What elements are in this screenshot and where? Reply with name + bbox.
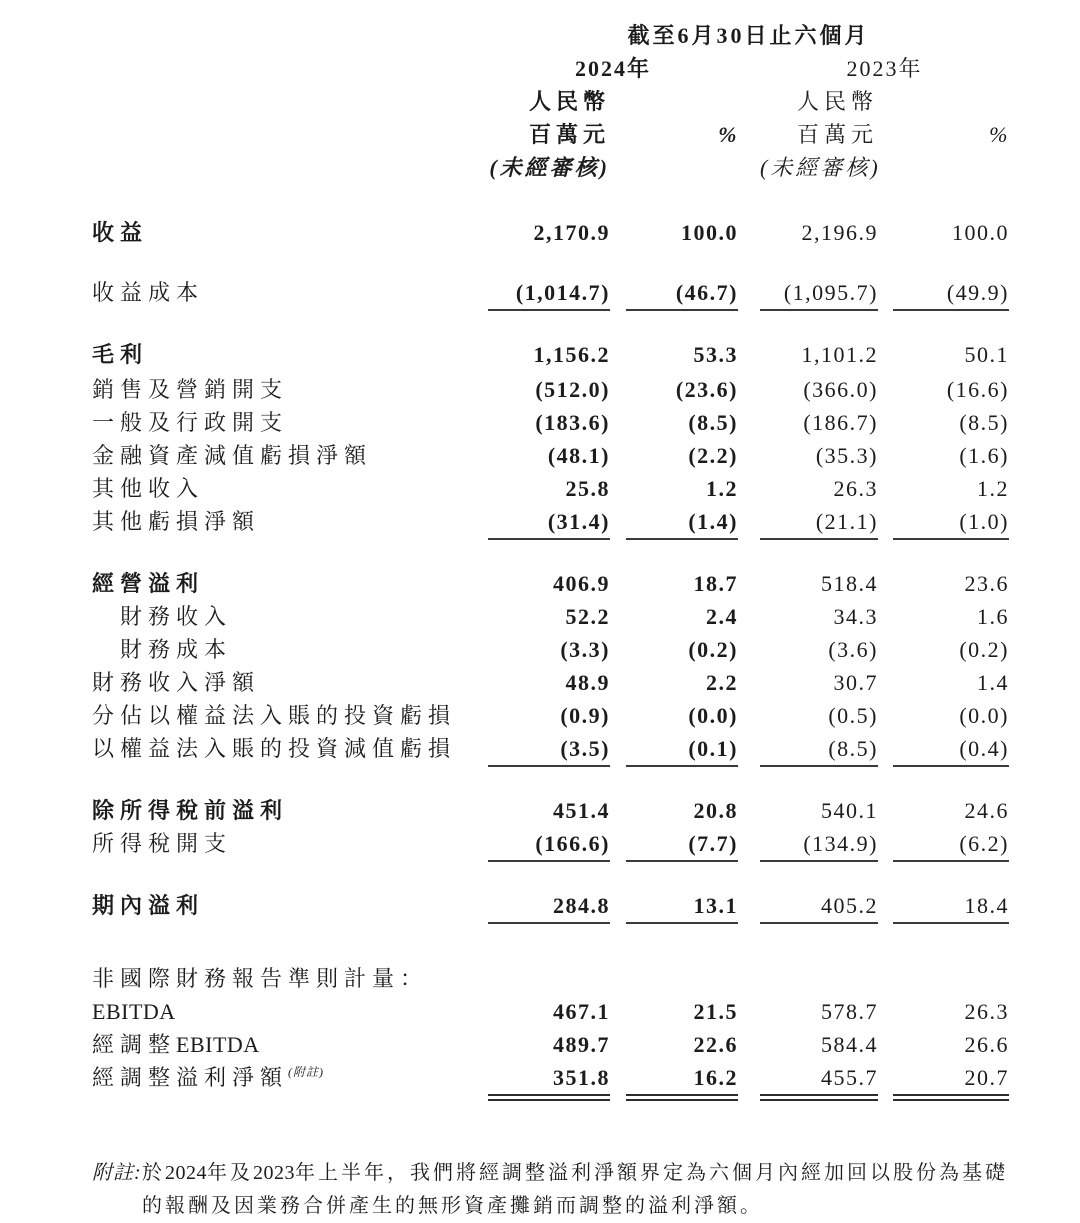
row-label: 經營溢利 — [92, 571, 205, 596]
value-2023: 30.7 — [833, 670, 878, 695]
pct-2024: 13.1 — [626, 889, 738, 924]
table-row — [92, 633, 1009, 666]
pct-2023: 26.3 — [964, 999, 1009, 1024]
row-label: 除所得稅前溢利 — [92, 798, 289, 823]
value-2023: (35.3) — [815, 443, 878, 468]
value-2023: (186.7) — [803, 410, 878, 435]
table-row — [92, 732, 1009, 767]
table-row — [92, 373, 1009, 406]
pct-2023: 26.6 — [964, 1032, 1009, 1057]
value-2023: (366.0) — [803, 377, 878, 402]
value-2024: 489.7 — [553, 1032, 610, 1057]
value-2023: (8.5) — [760, 732, 878, 767]
pct-2024: (2.2) — [688, 443, 738, 468]
value-2024: 48.9 — [565, 670, 610, 695]
row-label: 收益 — [92, 220, 149, 245]
pct-2024: 22.6 — [693, 1032, 738, 1057]
row-label: 毛利 — [92, 342, 149, 367]
pct-2024: 100.0 — [681, 220, 738, 245]
value-2024: (1,014.7) — [488, 276, 610, 311]
pct-2024: 21.5 — [693, 999, 738, 1024]
pct-2023: (16.6) — [946, 377, 1009, 402]
value-2024: (3.3) — [560, 637, 610, 662]
pct-2023: (6.2) — [893, 827, 1009, 862]
table-row — [92, 666, 1009, 699]
row-label: 分佔以權益法入賬的投資虧損 — [92, 703, 457, 728]
pct-2024-label: % — [718, 122, 738, 147]
value-2023: (1,095.7) — [760, 276, 878, 311]
table-row — [92, 794, 1009, 827]
header-audit-row — [92, 151, 1009, 184]
value-2024: 284.8 — [488, 889, 610, 924]
value-2024: (3.5) — [488, 732, 610, 767]
table-row — [92, 699, 1009, 732]
pct-2024: (8.5) — [688, 410, 738, 435]
value-2024: (183.6) — [535, 410, 610, 435]
value-2023: 34.3 — [833, 604, 878, 629]
financial-table — [92, 216, 1009, 1101]
currency-2024-label: 人民幣 — [528, 89, 610, 114]
row-label: 一般及行政開支 — [92, 410, 289, 435]
pct-2023: 23.6 — [964, 571, 1009, 596]
row-label: 經調整溢利淨額$^{(附註)}$ — [92, 1065, 325, 1090]
row-label: 金融資產減值虧損淨額 — [92, 443, 373, 468]
header-year-row — [92, 52, 1009, 85]
pct-2023: (1.6) — [959, 443, 1009, 468]
value-2024: 1,156.2 — [533, 342, 610, 367]
footnote-marker: (附註) — [288, 1065, 325, 1079]
pct-2023: 24.6 — [964, 798, 1009, 823]
value-2023: 405.2 — [760, 889, 878, 924]
pct-2023: 1.2 — [977, 476, 1009, 501]
value-2024: 351.8 — [488, 1061, 610, 1101]
year-2024-label: 2024年 — [574, 56, 651, 81]
pct-2023: (8.5) — [959, 410, 1009, 435]
table-row — [92, 962, 1009, 995]
unaudited-2023-label: (未經審核) — [760, 155, 881, 180]
table-row — [92, 406, 1009, 439]
value-2023: 1,101.2 — [801, 342, 878, 367]
footnote-line: 的報酬及因業務合併產生的無形資產攤銷而調整的溢利淨額。 — [142, 1195, 763, 1217]
row-label: 收益成本 — [92, 280, 205, 305]
row-label: 財務收入淨額 — [92, 670, 261, 695]
pct-2024: (23.6) — [675, 377, 738, 402]
table-row — [92, 600, 1009, 633]
header-unit-row — [92, 118, 1009, 151]
value-2024: 52.2 — [565, 604, 610, 629]
row-label: 經調整EBITDA — [92, 1032, 260, 1057]
pct-2024: (0.0) — [688, 703, 738, 728]
pct-2024: 20.8 — [693, 798, 738, 823]
table-row — [92, 1028, 1009, 1061]
row-label: 期內溢利 — [92, 893, 205, 918]
row-label: 財務成本 — [120, 637, 233, 662]
row-label: 非國際財務報告準則計量： — [92, 966, 429, 991]
pct-2024: 16.2 — [626, 1061, 738, 1101]
pct-2023: (0.4) — [893, 732, 1009, 767]
value-2023: 518.4 — [821, 571, 878, 596]
value-2024: 467.1 — [553, 999, 610, 1024]
value-2024: 451.4 — [553, 798, 610, 823]
value-2024: 25.8 — [565, 476, 610, 501]
pct-2023-label: % — [989, 122, 1009, 147]
table-row — [92, 889, 1009, 924]
value-2024: (512.0) — [535, 377, 610, 402]
period-title: 截至6月30日止六個月 — [627, 23, 870, 48]
value-2024: 2,170.9 — [533, 220, 610, 245]
value-2023: (0.5) — [828, 703, 878, 728]
table-row — [92, 338, 1009, 371]
pct-2023: 1.6 — [977, 604, 1009, 629]
value-2023: 455.7 — [760, 1061, 878, 1101]
value-2023: (21.1) — [760, 505, 878, 540]
footnote-text — [142, 1157, 1009, 1223]
row-label: EBITDA — [92, 999, 176, 1024]
pct-2023: 1.4 — [977, 670, 1009, 695]
row-label: 以權益法入賬的投資減值虧損 — [92, 736, 457, 761]
pct-2023: 50.1 — [964, 342, 1009, 367]
pct-2023: (0.2) — [959, 637, 1009, 662]
table-row — [92, 439, 1009, 472]
value-2023: 578.7 — [821, 999, 878, 1024]
pct-2023: 18.4 — [893, 889, 1009, 924]
row-label: 所得稅開支 — [92, 831, 233, 856]
pct-2023: 20.7 — [893, 1061, 1009, 1101]
pct-2024: (1.4) — [626, 505, 738, 540]
table-row — [92, 1061, 1009, 1101]
unit-2024-label: 百萬元 — [528, 122, 610, 147]
value-2024: (31.4) — [488, 505, 610, 540]
table-row — [92, 505, 1009, 540]
value-2023: 2,196.9 — [801, 220, 878, 245]
pct-2024: 53.3 — [693, 342, 738, 367]
table-row — [92, 567, 1009, 600]
value-2024: (0.9) — [560, 703, 610, 728]
pct-2024: (0.2) — [688, 637, 738, 662]
row-label: 財務收入 — [120, 604, 233, 629]
row-label: 其他虧損淨額 — [92, 509, 261, 534]
pct-2024: 1.2 — [706, 476, 738, 501]
row-label: 銷售及營銷開支 — [92, 377, 289, 402]
table-header — [92, 19, 1009, 184]
header-period-row — [92, 19, 1009, 52]
year-2023-label: 2023年 — [846, 56, 923, 81]
pct-2024: (7.7) — [626, 827, 738, 862]
table-row — [92, 995, 1009, 1028]
pct-2024: 2.4 — [706, 604, 738, 629]
value-2023: 26.3 — [833, 476, 878, 501]
pct-2023: 100.0 — [952, 220, 1009, 245]
table-row — [92, 827, 1009, 862]
table-row — [92, 276, 1009, 311]
table-row — [92, 472, 1009, 505]
value-2024: (48.1) — [547, 443, 610, 468]
value-2023: (134.9) — [760, 827, 878, 862]
table-row — [92, 216, 1009, 249]
value-2024: (166.6) — [488, 827, 610, 862]
unaudited-2024-label: (未經審核) — [489, 155, 610, 180]
pct-2023: (1.0) — [893, 505, 1009, 540]
pct-2023: (0.0) — [959, 703, 1009, 728]
pct-2024: (0.1) — [626, 732, 738, 767]
pct-2023: (49.9) — [893, 276, 1009, 311]
pct-2024: (46.7) — [626, 276, 738, 311]
value-2023: 540.1 — [821, 798, 878, 823]
footnote-line: 於2024年及2023年上半年，我們將經調整溢利淨額界定為六個月內經加回以股份為基礎 — [142, 1162, 1008, 1184]
currency-2023-label: 人民幣 — [796, 89, 878, 114]
value-2023: (3.6) — [828, 637, 878, 662]
footnote — [92, 1157, 1009, 1223]
value-2023: 584.4 — [821, 1032, 878, 1057]
row-label: 其他收入 — [92, 476, 205, 501]
pct-2024: 18.7 — [693, 571, 738, 596]
pct-2024: 2.2 — [706, 670, 738, 695]
header-currency-row — [92, 85, 1009, 118]
value-2024: 406.9 — [553, 571, 610, 596]
footnote-prefix: 附註: — [92, 1162, 142, 1184]
unit-2023-label: 百萬元 — [796, 122, 878, 147]
